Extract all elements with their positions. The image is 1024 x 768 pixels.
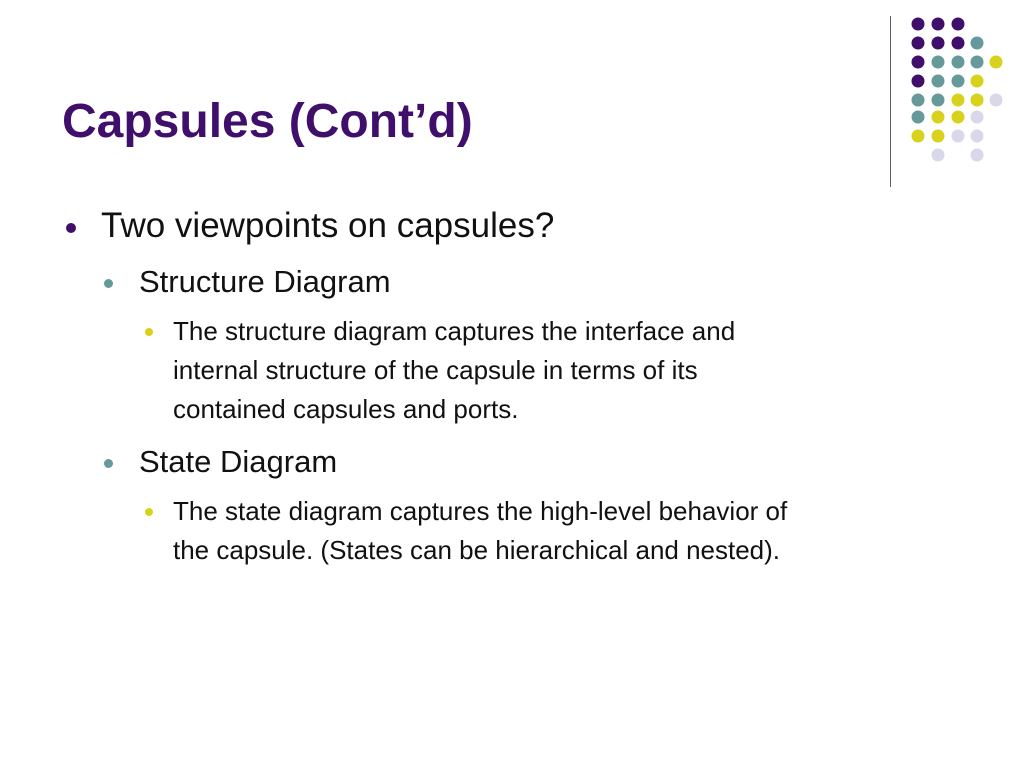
state-diagram-detail-line2: the capsule. (States can be hierarchical and nested). [173,535,781,565]
state-diagram-bullet-icon [104,459,113,468]
structure-diagram-detail-bullet-icon [145,328,153,336]
structure-diagram-detail-line1: The structure diagram captures the interface and [173,316,736,346]
main-bullet-text: Two viewpoints on capsules? [101,206,555,245]
structure-diagram-detail-line2: internal structure of the capsule in terms of its [173,355,698,385]
state-diagram-heading: State Diagram [139,444,338,479]
main-bullet-icon [66,223,76,233]
structure-diagram-bullet-icon [104,279,113,288]
state-diagram-detail-bullet-icon [145,508,153,516]
slide-title: Capsules (Cont’d) [62,95,473,148]
state-diagram-detail-line1: The state diagram captures the high-level behavior of [173,496,788,526]
structure-diagram-detail-line3: contained capsules and ports. [173,394,519,424]
structure-diagram-heading: Structure Diagram [139,264,391,299]
